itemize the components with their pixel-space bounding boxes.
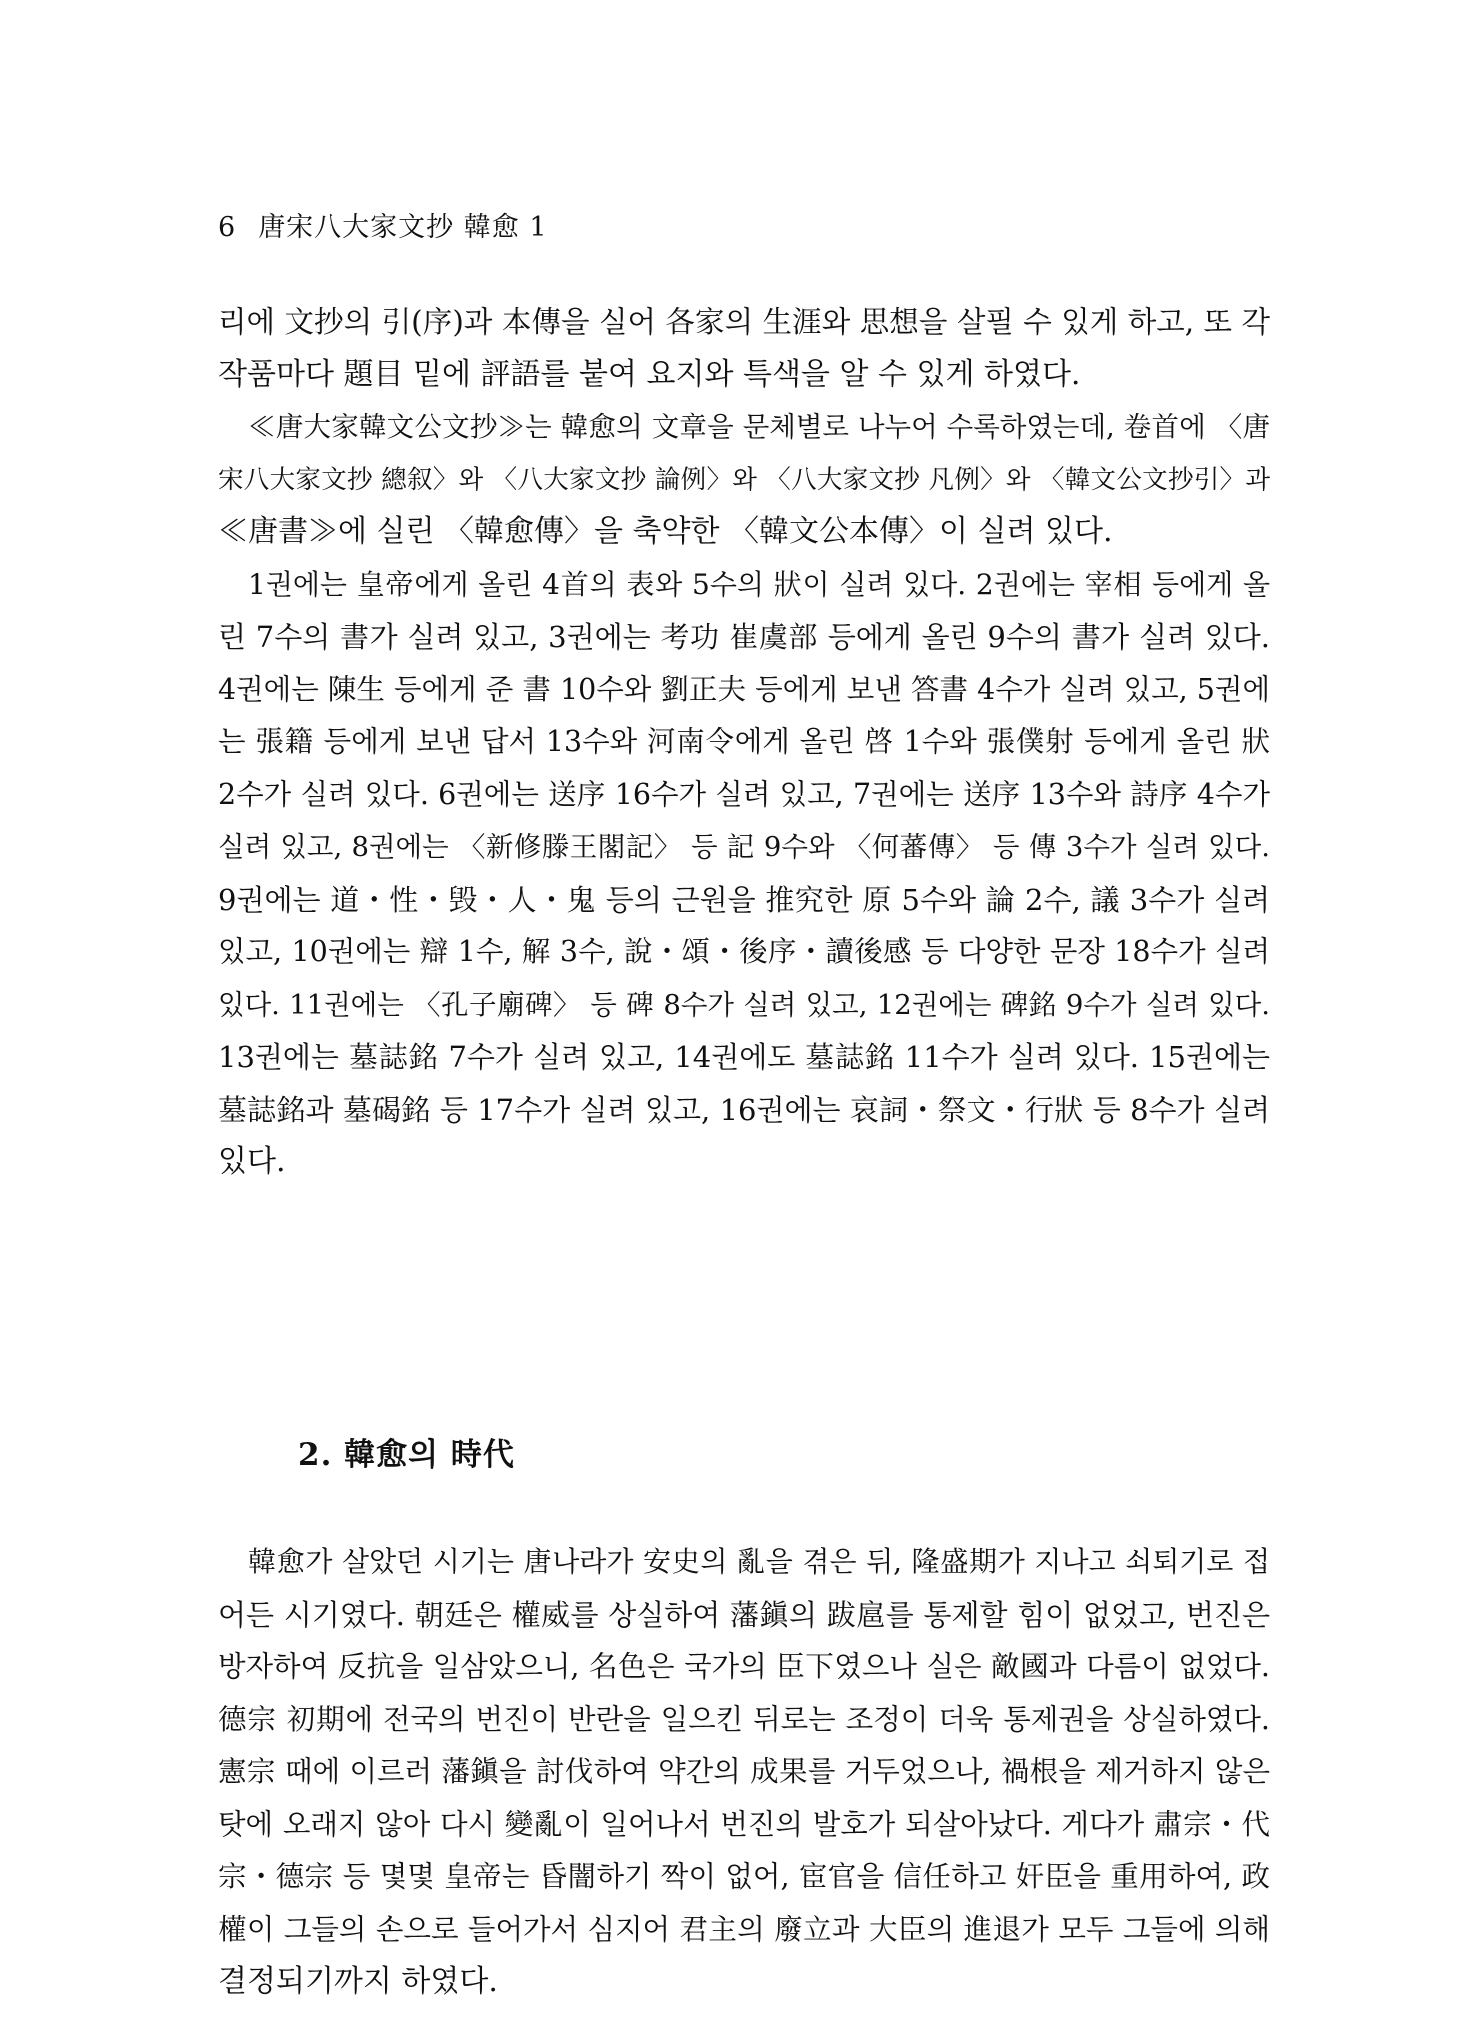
text-line: 있다. 11권에는 〈孔子廟碑〉 등 碑 8수가 실려 있고, 12권에는 碑銘 9수가 실려 있다. — [218, 988, 1270, 1021]
text-line: 宋八大家文抄 總叙〉와 〈八大家文抄 論例〉와 〈八大家文抄 凡例〉와 〈韓文公文抄引〉과 — [218, 464, 1270, 495]
text-line: 는 張籍 등에게 보낸 답서 13수와 河南令에게 올린 啓 1수와 張僕射 등에게 올린 狀 — [218, 725, 1270, 758]
page-number: 6 — [218, 212, 237, 243]
text-line: 憲宗 때에 이르러 藩鎭을 討伐하여 약간의 成果를 거두었으나, 禍根을 제거하지 않은 — [218, 1755, 1270, 1788]
text-line: 결정되기까지 하였다. — [218, 1964, 498, 1999]
text-line: 9권에는 道・性・毁・人・鬼 등의 근원을 推究한 原 5수와 論 2수, 議 3수가 실려 — [218, 882, 1270, 917]
paragraphs-collection-overview — [218, 296, 1270, 1189]
text-line: 있고, 10권에는 辯 1수, 解 3수, 說・頌・後序・讀後感 등 다양한 문장 18수가 실려 — [218, 935, 1270, 968]
text-line: 4권에는 陳生 등에게 준 書 10수와 劉正夫 등에게 보낸 答書 4수가 실려 있고, 5권에 — [218, 672, 1270, 706]
text-line: 2수가 실려 있다. 6권에는 送序 16수가 실려 있고, 7권에는 送序 13수와 詩序 4수가 — [218, 777, 1270, 811]
text-line: 작품마다 題目 밑에 評語를 붙여 요지와 특색을 알 수 있게 하였다. — [218, 356, 1081, 392]
text-line: 1권에는 皇帝에게 올린 4首의 表와 5수의 狀이 실려 있다. 2권에는 宰相 등에게 올 — [248, 567, 1270, 601]
text-line: 어든 시기였다. 朝廷은 權威를 상실하여 藩鎭의 跋扈를 통제할 힘이 없었고, 번진은 — [218, 1597, 1270, 1632]
text-line: 리에 文抄의 引(序)과 本傳을 실어 各家의 生涯와 思想을 살필 수 있게 하고, 또 각 — [218, 305, 1270, 339]
text-line: 韓愈가 살았던 시기는 唐나라가 安史의 亂을 겪은 뒤, 隆盛期가 지나고 쇠퇴기로 접 — [248, 1545, 1270, 1578]
running-header — [218, 205, 548, 244]
text-line: 德宗 初期에 전국의 번진이 반란을 일으킨 뒤로는 조정이 더욱 통제권을 상실하였다. — [218, 1702, 1270, 1736]
text-line: 墓誌銘과 墓碣銘 등 17수가 실려 있고, 16권에는 哀詞・祭文・行狀 등 8수가 실려 — [218, 1092, 1270, 1127]
text-line: 있다. — [218, 1144, 286, 1179]
running-title: 唐宋八大家文抄 韓愈 1 — [258, 212, 548, 243]
text-line: 宗・德宗 등 몇몇 皇帝는 昏闇하기 짝이 없어, 宦官을 信任하고 奸臣을 重用하여, 政 — [218, 1860, 1270, 1893]
paragraph-han-yu-era — [218, 1536, 1270, 2009]
text-line: ≪唐書≫에 실린 〈韓愈傳〉을 축약한 〈韓文公本傳〉이 실려 있다. — [218, 514, 1113, 549]
text-line: 13권에는 墓誌銘 7수가 실려 있고, 14권에도 墓誌銘 11수가 실려 있다. 15권에는 — [218, 1040, 1270, 1074]
text-line: 탓에 오래지 않아 다시 變亂이 일어나서 번진의 발호가 되살아났다. 게다가 肅宗・代 — [218, 1807, 1270, 1841]
text-line: 방자하여 反抗을 일삼았으니, 名色은 국가의 臣下였으나 실은 敵國과 다름이 없었다. — [218, 1650, 1270, 1683]
text-line: 權이 그들의 손으로 들어가서 심지어 君主의 廢立과 大臣의 進退가 모두 그들에 의해 — [218, 1912, 1270, 1946]
text-line: 실려 있고, 8권에는 〈新修滕王閣記〉 등 記 9수와 〈何蕃傳〉 등 傳 3수가 실려 있다. — [218, 831, 1270, 863]
section-heading: 2. 韓愈의 時代 — [298, 1437, 515, 1473]
text-line: 린 7수의 書가 실려 있고, 3권에는 考功 崔虞部 등에게 올린 9수의 書가 실려 있다. — [218, 620, 1270, 654]
text-line: ≪唐大家韓文公文抄≫는 韓愈의 文章을 문체별로 나누어 수록하였는데, 卷首에 〈唐 — [248, 411, 1270, 443]
